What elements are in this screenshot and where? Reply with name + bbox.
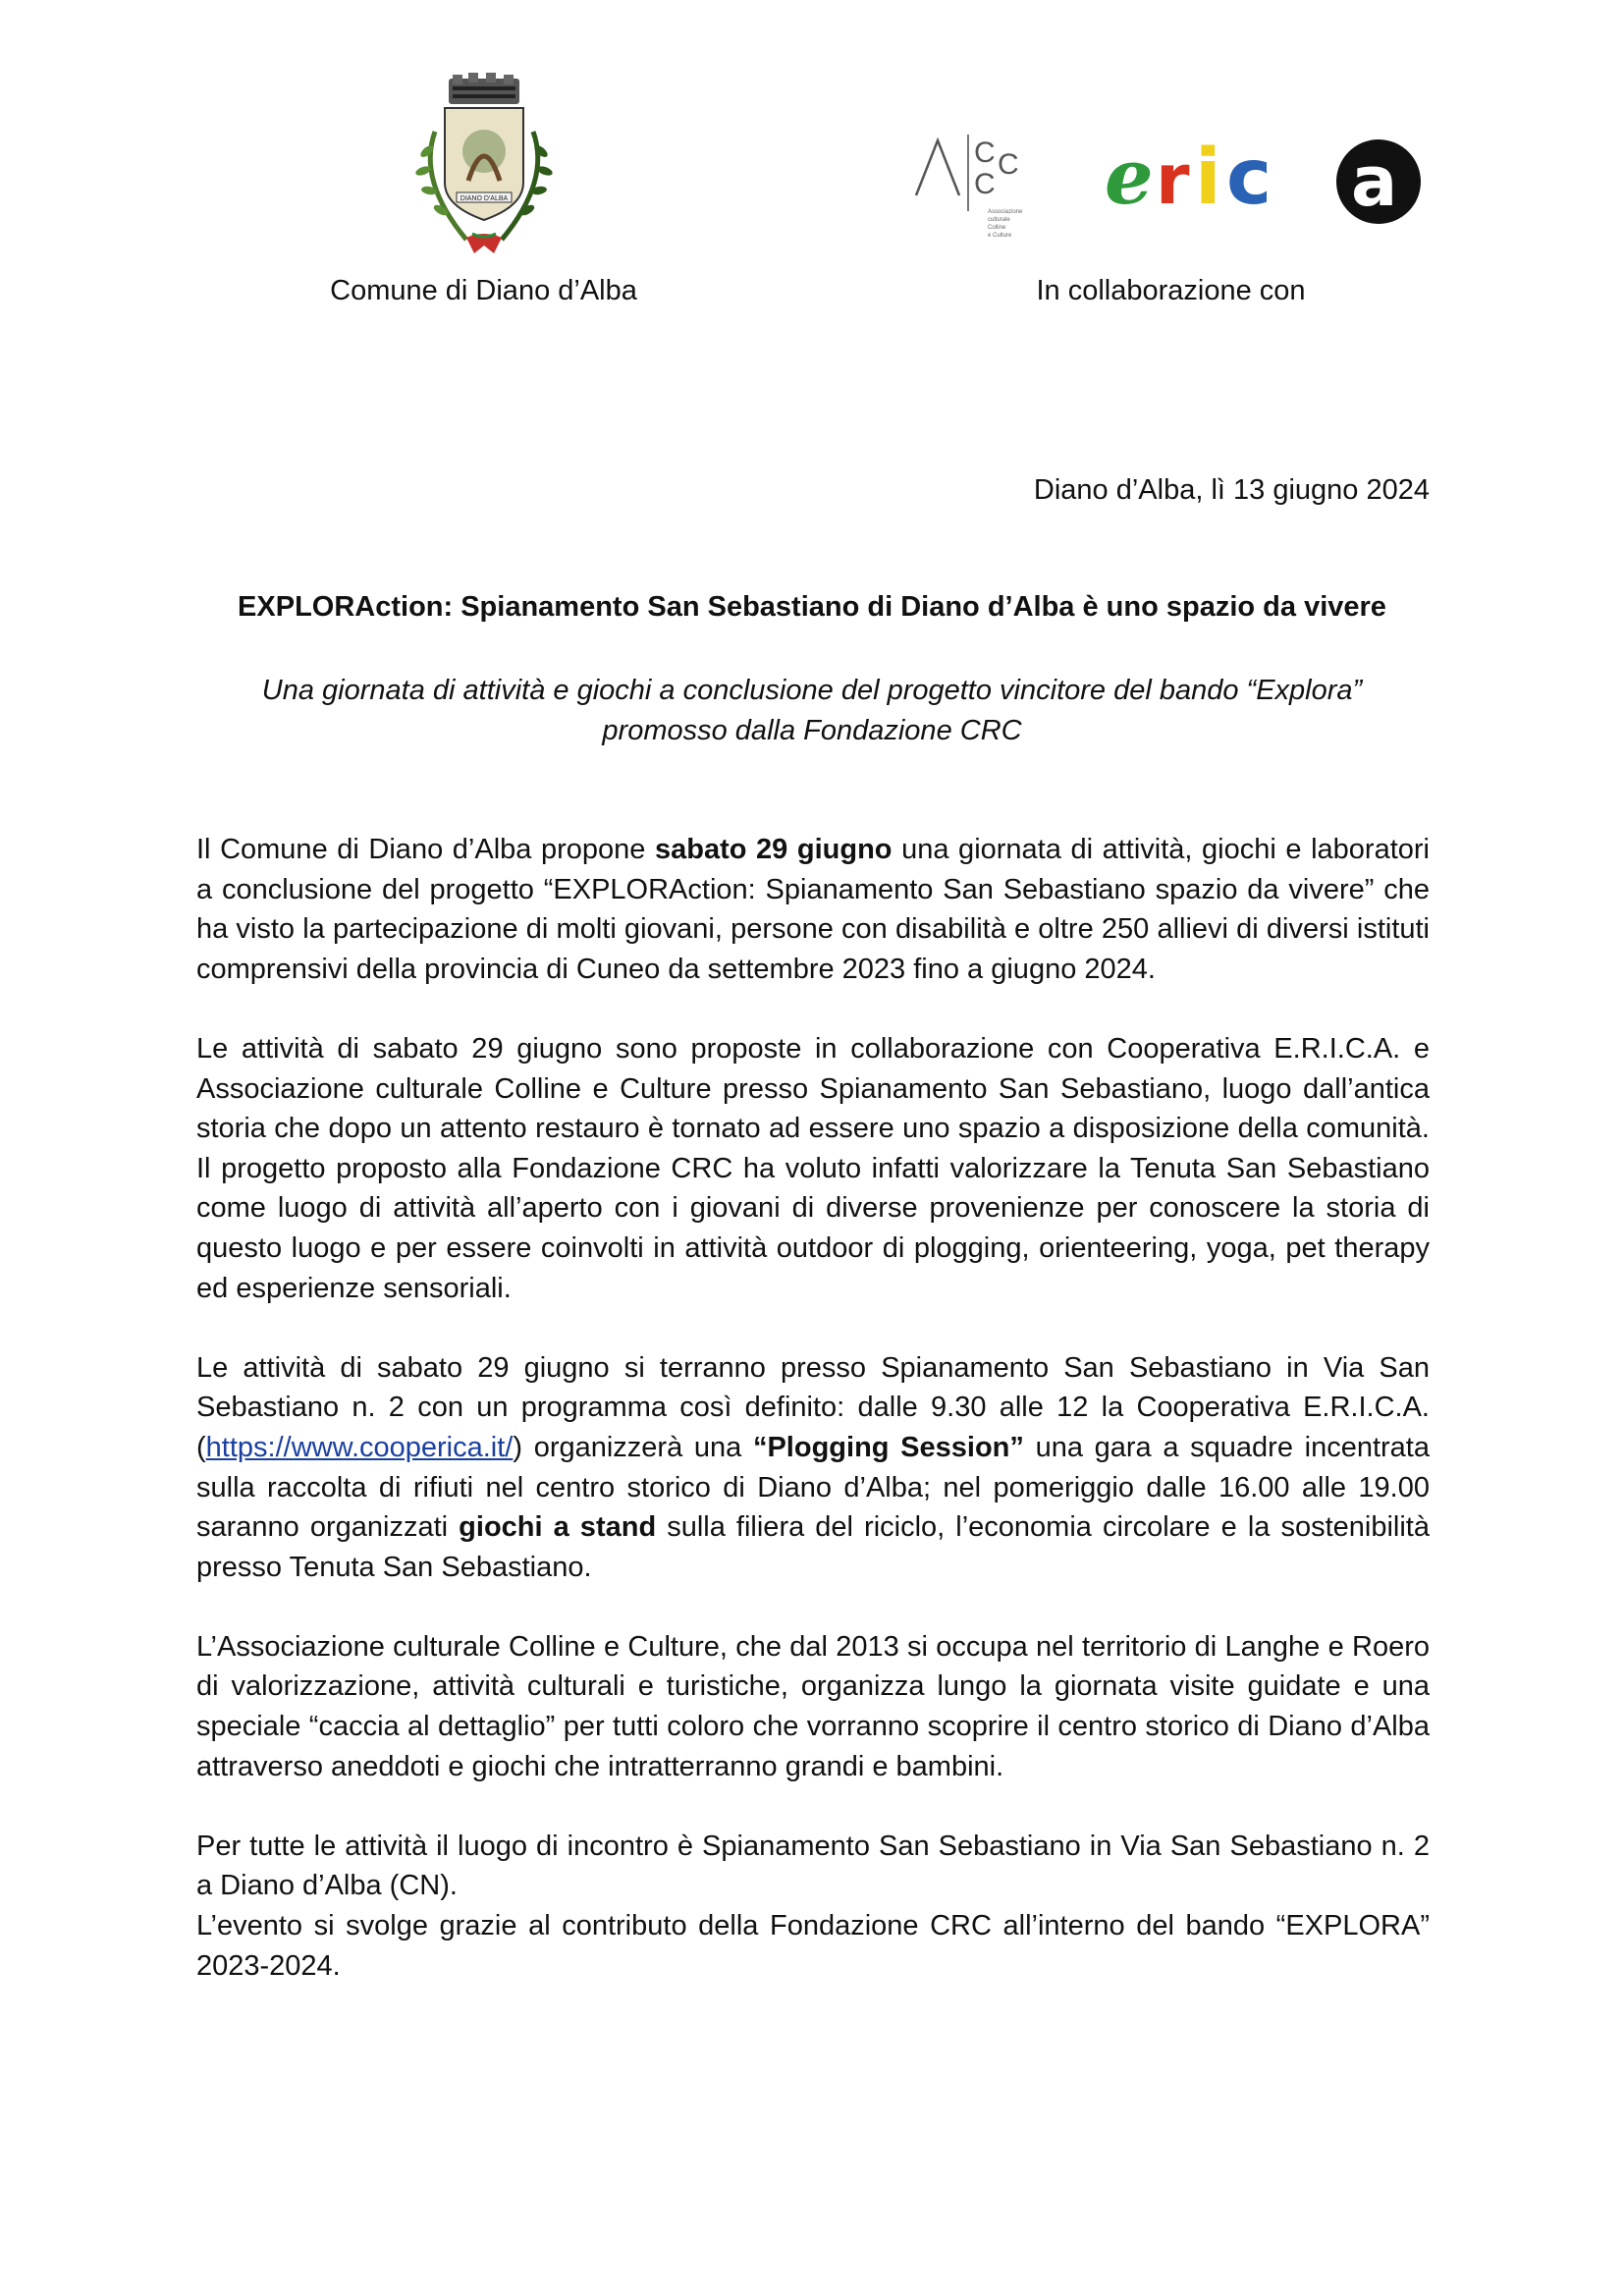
date-line: Diano d’Alba, lì 13 giugno 2024 <box>1033 474 1430 506</box>
cooperica-link[interactable]: https://www.cooperica.it/ <box>205 1431 514 1463</box>
svg-text:i: i <box>1195 134 1221 222</box>
diano-dalba-crest-logo <box>398 73 569 269</box>
event-date-highlight: sabato 29 giugno <box>654 834 893 865</box>
svg-text:e Culture: e Culture <box>988 233 1012 239</box>
comune-label: Comune di Diano d’Alba <box>330 275 637 306</box>
paragraph-3: Le attività di sabato 29 giugno si terranno presso Spianamento San Sebastiano in Via San Sebastiano n. 2 con un programma così definito: dalle 9.30 alle 12 la Cooperativa E.R.I.C.A. (https://www.cooperica.it/) organizzerà una “Plogging Session” una gara a squadre incentrata sulla raccolta di rifiuti nel centro storico di Diano d’Alba; nel pomeriggio dalle 16.00 alle 19.00 saranno organizzati giochi a stand sulla filiera del riciclo, l’economia circolare e la sostenibilità presso Tenuta San Sebastiano. <box>196 1351 1430 1583</box>
paragraph-4: L’Associazione culturale Colline e Culture, che dal 2013 si occupa nel territorio di Langhe e Roero di valorizzazione, attività culturali e turistiche, organizza lungo la giornata visite guidate e una speciale “caccia al dettaglio” per tutti coloro che vorranno scoprire il centro storico di Diano d’Alba attraverso aneddoti e giochi che intratterranno grandi e bambini. <box>196 1630 1430 1782</box>
svg-text:C: C <box>974 168 996 200</box>
plogging-session-highlight: “Plogging Session” <box>752 1431 1024 1463</box>
press-release-title: EXPLORAction: Spianamento San Sebastiano di Diano d’Alba è uno spazio da vivere <box>238 591 1386 623</box>
paragraph-2: Le attività di sabato 29 giugno sono proposte in collaborazione con Cooperativa E.R.I.C.A. e Associazione culturale Colline e Culture presso Spianamento San Sebastiano, luogo dall’antica storia che dopo un attento restauro è tornato ad essere uno spazio a disposizione della comunità. Il progetto proposto alla Fondazione CRC ha voluto infatti valorizzare la Tenuta San Sebastiano come luogo di attività all’aperto con i giovani di diverse provenienze per conoscere la storia di questo luogo e per essere coinvolti in attività outdoor di plogging, orienteering, yoga, pet therapy ed esperienze sensoriali. <box>196 1032 1430 1304</box>
press-release-body <box>196 830 1430 1986</box>
svg-text:Colline: Colline <box>988 225 1006 231</box>
erica-logo <box>1105 133 1434 231</box>
paragraph-6: L’evento si svolge grazie al contributo della Fondazione CRC all’interno del bando “EXPLORA” 2023-2024. <box>196 1910 1430 1982</box>
giochi-a-stand-highlight: giochi a stand <box>459 1511 657 1544</box>
svg-text:culturale: culturale <box>988 217 1010 223</box>
svg-text:a: a <box>1351 141 1398 222</box>
svg-text:C: C <box>998 148 1019 181</box>
svg-text:e: e <box>1105 133 1154 222</box>
subtitle-line-1: Una giornata di attività e giochi a conclusione del progetto vincitore del bando “Explora” <box>261 675 1363 706</box>
colline-e-culture-logo <box>913 133 1051 246</box>
paragraph-1: Il Comune di Diano d’Alba propone sabato 29 giugno una giornata di attività, giochi e laboratori a conclusione del progetto “EXPLORAction: Spianamento San Sebastiano spazio da vivere” che ha visto la partecipazione di molti giovani, persone con disabilità e oltre 250 allievi di diversi istituti comprensivi della provincia di Cuneo da settembre 2023 fino a giugno 2024. <box>196 834 1431 985</box>
svg-text:r: r <box>1156 139 1190 220</box>
svg-text:c: c <box>1226 134 1272 222</box>
collaboration-label: In collaborazione con <box>1036 275 1306 306</box>
press-release-subtitle <box>196 671 1428 751</box>
paragraph-5: Per tutte le attività il luogo di incontro è Spianamento San Sebastiano in Via San Sebastiano n. 2 a Diano d’Alba (CN). <box>196 1830 1430 1902</box>
subtitle-line-2: promosso dalla Fondazione CRC <box>602 715 1022 746</box>
svg-text:DIANO D'ALBA: DIANO D'ALBA <box>460 195 509 202</box>
svg-text:C: C <box>974 137 996 169</box>
svg-text:Associazione: Associazione <box>988 209 1023 215</box>
